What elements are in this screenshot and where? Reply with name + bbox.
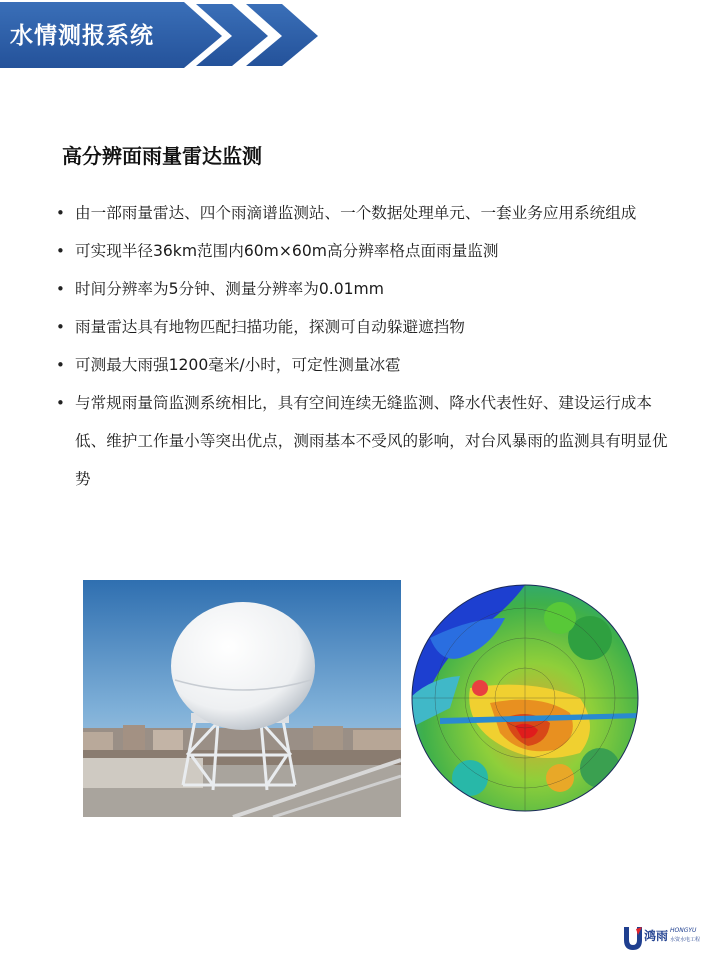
list-item: • 与常规雨量筒监测系统相比，具有空间连续无缝监测、降水代表性好、建设运行成本低、维护工作量小等突出优点，测雨基本不受风的影响，对台风暴雨的监测具有明显优势 [56, 384, 682, 498]
list-item: • 由一部雨量雷达、四个雨滴谱监测站、一个数据处理单元、一套业务应用系统组成 [56, 194, 682, 232]
list-item: • 雨量雷达具有地物匹配扫描功能，探测可自动躲避遮挡物 [56, 308, 682, 346]
brand-name-cn: 鸿雨 [644, 929, 669, 943]
bullet-list [56, 194, 682, 498]
radar-dome-photo [83, 580, 401, 817]
page-title: 水情测报系统 [10, 23, 154, 49]
brand-name-en: HONGYU [670, 927, 697, 934]
radar-rainfall-map [410, 578, 640, 818]
list-item: • 时间分辨率为5分钟、测量分辨率为0.01mm [56, 270, 682, 308]
list-item: • 可实现半径36km范围内60m×60m高分辨率格点面雨量监测 [56, 232, 682, 270]
brand-logo [622, 925, 714, 951]
brand-mark-icon [622, 925, 644, 951]
section-heading: 高分辨面雨量雷达监测 [62, 144, 262, 168]
list-item: • 可测最大雨强1200毫米/小时，可定性测量冰雹 [56, 346, 682, 384]
header-banner [0, 0, 716, 80]
brand-tagline: 水资水电工程 [670, 937, 701, 943]
